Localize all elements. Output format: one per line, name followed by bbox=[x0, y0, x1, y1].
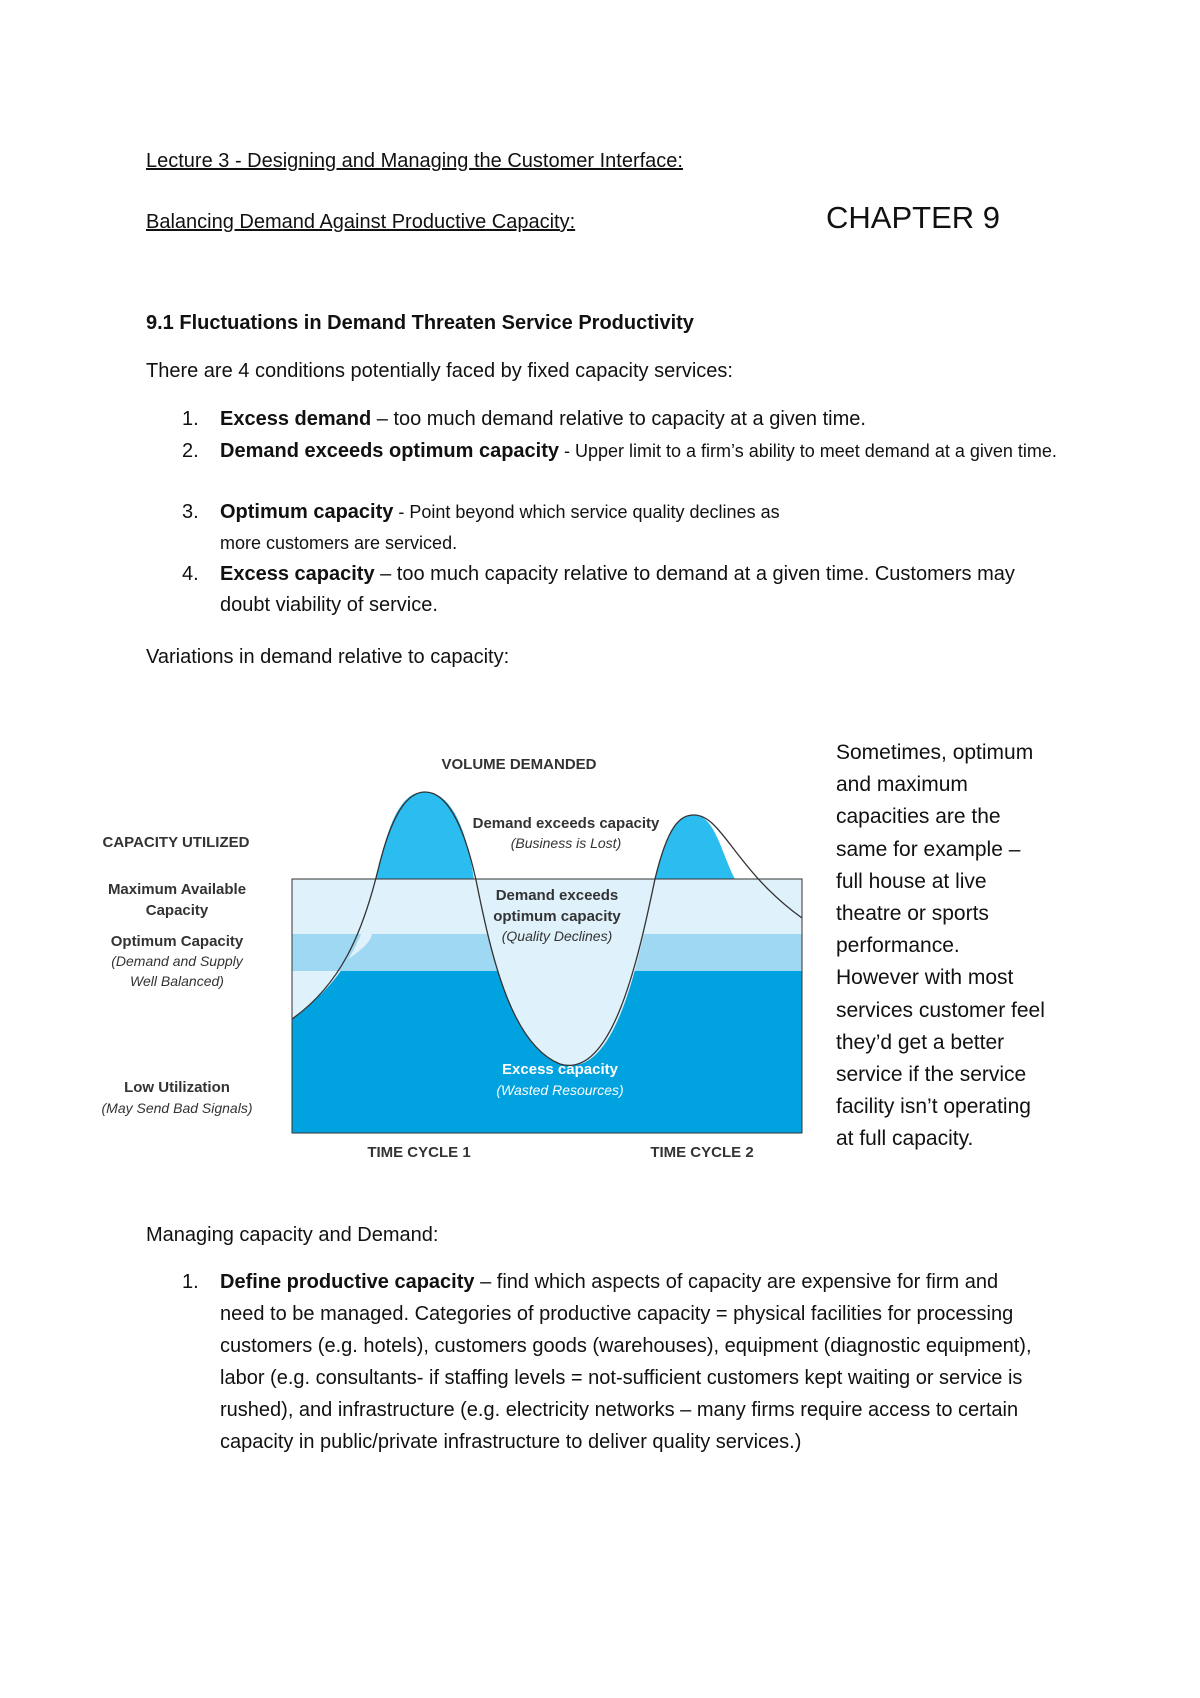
demand-exceeds-optimum-label: Demand exceeds bbox=[495, 887, 619, 904]
optimum-capacity-note-2: Well Balanced) bbox=[130, 973, 224, 989]
side-note-line: theatre or sports bbox=[836, 902, 989, 926]
max-available-label-2: Capacity bbox=[145, 902, 209, 919]
side-note-line: Sometimes, optimum bbox=[836, 741, 1034, 764]
condition-text: – too much demand relative to capacity at a given time. bbox=[371, 408, 866, 430]
list-number: 1. bbox=[182, 1271, 199, 1293]
list-number: 2. bbox=[182, 440, 199, 462]
excess-capacity-label: Excess capacity bbox=[502, 1061, 618, 1078]
side-note-line: performance. bbox=[836, 934, 960, 958]
condition-term: Demand exceeds optimum capacity bbox=[220, 440, 560, 462]
side-note bbox=[836, 737, 1076, 1156]
side-note-line: However with most bbox=[836, 966, 1014, 990]
quality-declines-note: (Quality Declines) bbox=[501, 928, 613, 944]
side-note-line: at full capacity. bbox=[836, 1127, 974, 1151]
condition-text: - Upper limit to a firm’s ability to meet demand at a given time. bbox=[559, 441, 1057, 461]
lecture-title: Lecture 3 - Designing and Managing the Customer Interface: bbox=[146, 150, 683, 172]
list-item bbox=[148, 1266, 1043, 1458]
side-note-line: full house at live bbox=[836, 869, 987, 893]
side-note-line: facility isn’t operating bbox=[836, 1095, 1031, 1119]
demand-exceeds-optimum-label-2: optimum capacity bbox=[493, 908, 621, 925]
max-available-label: Maximum Available bbox=[107, 881, 247, 898]
condition-text: – too much capacity relative to demand at a given time. Customers may doubt viability of service. bbox=[220, 563, 1015, 616]
item-term: Define productive capacity bbox=[220, 1271, 475, 1293]
side-note-line: service if the service bbox=[836, 1063, 1027, 1087]
item-text: – find which aspects of capacity are expensive for firm and need to be managed. Categories of productive capacity = physical facilities for processing customers (e.g. hotels), customers goods (warehouses), equipment (diagnostic equipment), labor (e.g. consultants- if staffing levels = not-sufficient customers kept waiting or service is rushed), and infrastructure (e.g. electricity networks – many firms require access to certain capacity in public/private infrastructure to deliver quality services.) bbox=[220, 1271, 1032, 1453]
business-lost-note: (Business is Lost) bbox=[510, 835, 622, 851]
wasted-resources-note: (Wasted Resources) bbox=[496, 1082, 624, 1098]
peak-1 bbox=[376, 792, 474, 879]
side-note-line: same for example – bbox=[836, 837, 1021, 861]
optimum-capacity-note: (Demand and Supply bbox=[111, 953, 243, 969]
peak-2 bbox=[655, 815, 735, 879]
list-number: 1. bbox=[182, 408, 199, 430]
low-utilization-note: (May Send Bad Signals) bbox=[101, 1100, 253, 1116]
low-utilization-label: Low Utilization bbox=[124, 1079, 230, 1096]
capacity-utilized-label: CAPACITY UTILIZED bbox=[102, 834, 250, 851]
condition-text: - Point beyond which service quality declines as more customers are serviced. bbox=[220, 502, 780, 553]
side-note-line: they’d get a better bbox=[836, 1030, 1005, 1054]
optimum-capacity-label: Optimum Capacity bbox=[110, 933, 244, 950]
list-number: 3. bbox=[182, 501, 199, 523]
side-note-line: and maximum bbox=[836, 773, 968, 797]
variations-label: Variations in demand relative to capacity: bbox=[146, 646, 510, 668]
condition-term: Excess capacity bbox=[220, 563, 375, 585]
condition-term: Optimum capacity bbox=[220, 501, 394, 523]
side-note-line: capacities are the bbox=[836, 805, 1001, 829]
demand-exceeds-capacity-label: Demand exceeds capacity bbox=[472, 815, 660, 832]
section-intro: There are 4 conditions potentially faced by fixed capacity services: bbox=[146, 360, 733, 382]
side-note-line: services customer feel bbox=[836, 998, 1045, 1022]
section-subtitle: Balancing Demand Against Productive Capacity: bbox=[146, 211, 576, 233]
chapter-label: CHAPTER 9 bbox=[826, 200, 1000, 235]
time-cycle-2-label: TIME CYCLE 2 bbox=[650, 1144, 754, 1161]
section-heading: 9.1 Fluctuations in Demand Threaten Service Productivity bbox=[146, 312, 694, 334]
volume-demanded-label: VOLUME DEMANDED bbox=[441, 756, 597, 773]
managing-heading: Managing capacity and Demand: bbox=[146, 1224, 439, 1246]
condition-term: Excess demand bbox=[220, 408, 372, 430]
time-cycle-1-label: TIME CYCLE 1 bbox=[367, 1144, 471, 1161]
list-number: 4. bbox=[182, 563, 199, 585]
